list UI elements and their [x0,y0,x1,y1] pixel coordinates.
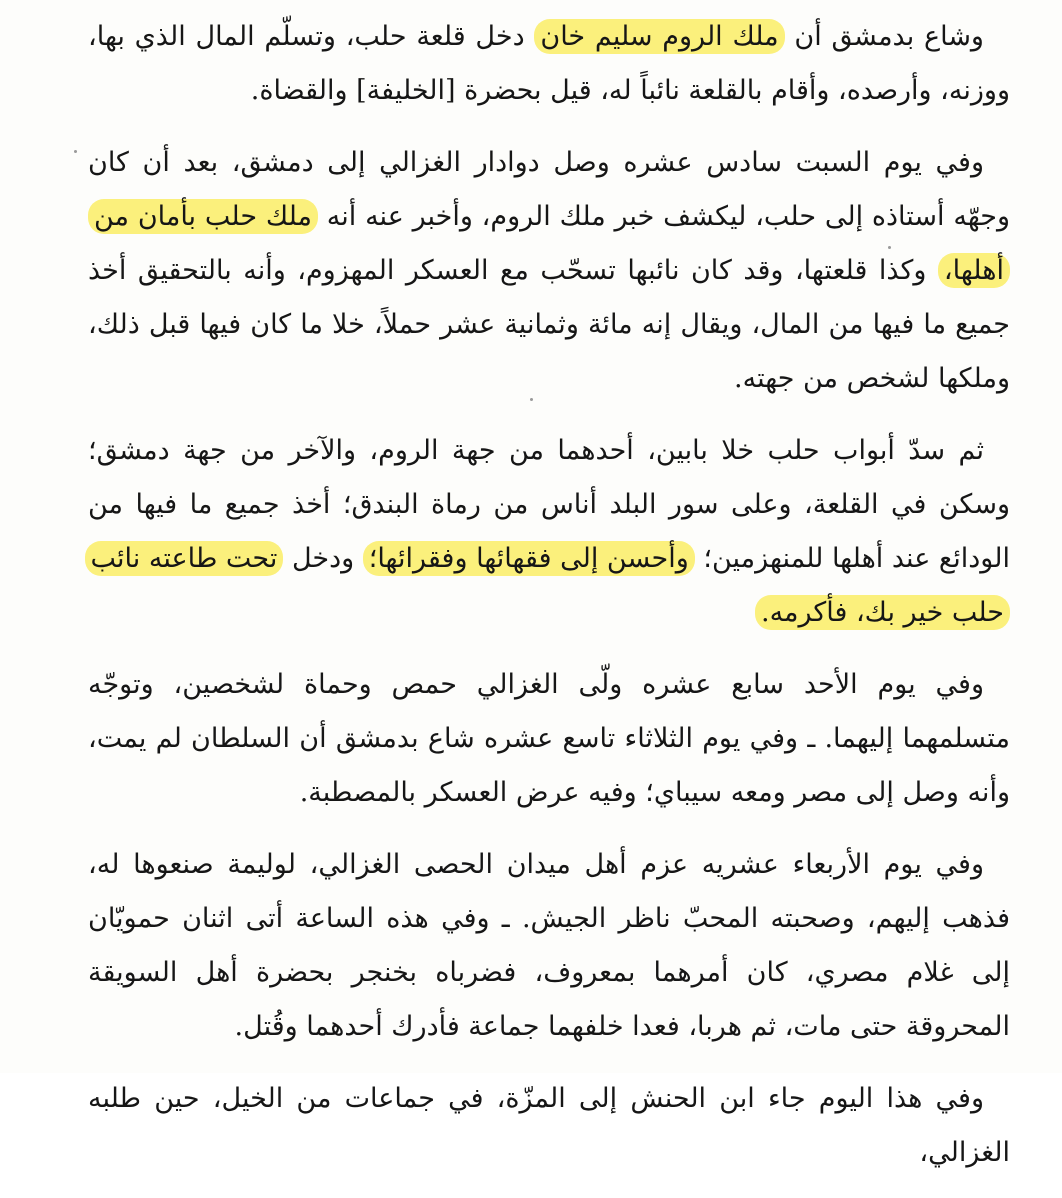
paragraph-3 [88,424,1010,640]
highlighted-text: ملك الروم سليم خان [534,19,784,54]
scan-speck [530,398,533,401]
scan-speck [74,150,77,153]
text-segment: وفي يوم السبت سادس عشره وصل دوادار الغزالي إلى دمشق، بعد أن كان وجهّه أستاذه إلى حلب، ليكشف خبر ملك الروم، وأخبر عنه أنه [88,147,1010,232]
scan-speck [888,246,891,249]
arabic-text-body [88,10,1010,1198]
highlighted-text: ملك حلب بأمان من أهلها، [88,199,1010,288]
paragraph-4 [88,658,1010,820]
paragraph-1 [88,10,1010,118]
text-segment: وشاع بدمشق أن [784,21,984,52]
text-segment: وفي هذا اليوم جاء ابن الحنش إلى المزّة، في جماعات من الخيل، حين طلبه الغزالي، [88,1083,1010,1168]
highlighted-text: تحت طاعته نائب حلب خير بك، فأكرمه. [85,541,1010,630]
text-segment: وكذا قلعتها، وقد كان نائبها تسحّب مع العسكر المهزوم، وأنه بالتحقيق أخذ جميع ما فيها من المال، ويقال إنه مائة وثمانية عشر حملاً، خلا ما كان فيها قبل ذلك، وملكها لشخص من جهته. [88,255,1010,394]
paragraph-6 [88,1072,1010,1180]
text-segment: وفي يوم الأحد سابع عشره ولّى الغزالي حمص وحماة لشخصين، وتوجّه متسلمهما إليهما. ـ وفي يوم الثلاثاء تاسع عشره شاع بدمشق أن السلطان لم يمت، وأنه وصل إلى مصر ومعه سيباي؛ وفيه عرض العسكر بالمصطبة. [88,669,1010,808]
paragraph-2 [88,136,1010,406]
paragraph-5 [88,838,1010,1054]
text-segment: دخل قلعة حلب، وتسلّم المال الذي بها، ووزنه، وأرصده، وأقام بالقلعة نائباً له، قيل بحضرة [الخليفة] والقضاة. [88,21,1010,106]
text-segment: ثم سدّ أبواب حلب خلا بابين، أحدهما من جهة الروم، والآخر من جهة دمشق؛ وسكن في القلعة، وعلى سور البلد أناس من رماة البندق؛ أخذ جميع ما فيها من الودائع عند أهلها للمنهزمين؛ [88,435,1010,574]
text-segment: ودخل [283,543,363,574]
highlighted-text: وأحسن إلى فقهائها وفقرائها؛ [363,541,695,576]
text-segment: وفي يوم الأربعاء عشريه عزم أهل ميدان الحصى الغزالي، لوليمة صنعوها له، فذهب إليهم، وصحبته المحبّ ناظر الجيش. ـ وفي هذه الساعة أتى اثنان حمويّان إلى غلام مصري، كان أمرهما بمعروف، فضرباه بخنجر بحضرة أهل السويقة المحروقة حتى مات، ثم هربا، فعدا خلفهما جماعة فأدرك أحدهما وقُتل. [88,849,1010,1042]
